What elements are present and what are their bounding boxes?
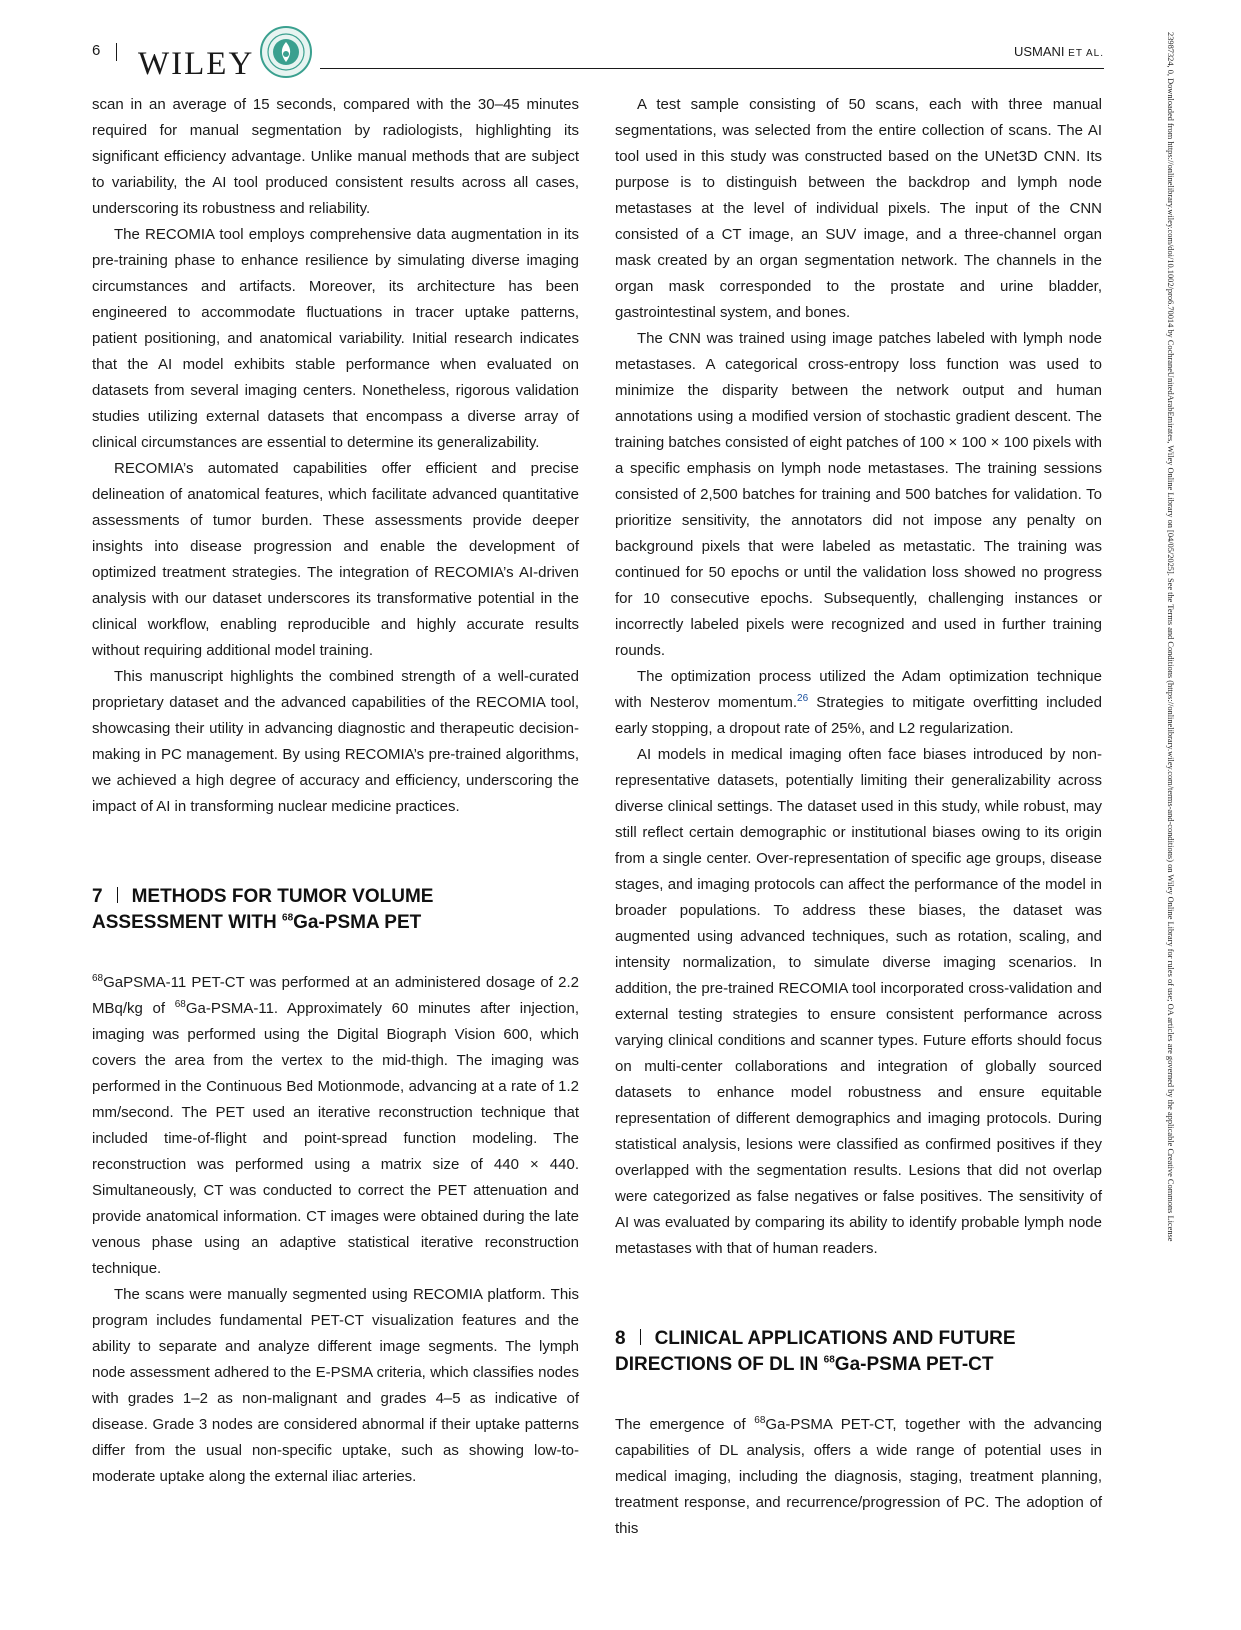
download-notice: 23987324, 0, Downloaded from https://onlinelibrary.wiley.com/doi/10.1002/pro6.70014 by CochraneUnitedArabEmirates, Wiley Online Library on [04/05/2025]. See the Terms and Conditions (https://onlinelibrary.wiley.com/terms-and-conditions) on Wiley Online Library for rules of use; OA articles are governed by the applicable Creative Commons License: [1166, 32, 1175, 1242]
paragraph: AI models in medical imaging often face biases introduced by non-representative datasets, potentially limiting their generalizability across diverse clinical settings. The dataset used in this study, while robust, may still reflect certain demographic or institutional biases owing to its origin from a single center. Over-representation of specific age groups, disease stages, and imaging protocols can affect the performance of the model in broader populations. To address these biases, the dataset was augmented using advanced techniques, such as rotation, scaling, and intensity normalization, to simulate diverse imaging scenarios. In addition, the pre-trained RECOMIA tool incorporated cross-validation and external testing strategies to ensure consistent performance across varying clinical conditions and scanner types. Future efforts should focus on multi-center collaborations and integration of globally sourced datasets to enhance model robustness and ensure equitable representation of different demographics and imaging protocols. During statistical analysis, lesions were classified as confirmed positives if they overlapped with the segmentation results. Lesions that did not overlap were categorized as false negatives or false positives. The sensitivity of AI was evaluated by comparing its ability to identify probable lymph node metastases with that of human readers.: [615, 746, 1102, 1257]
page-number: 6: [92, 42, 101, 59]
running-head: [1014, 44, 1104, 59]
publisher-logo: WILEY: [138, 46, 255, 82]
section-number: 8: [615, 1328, 626, 1349]
paragraph: This manuscript highlights the combined strength of a well-curated proprietary dataset and the advanced capabilities of the RECOMIA tool, showcasing their utility in advancing diagnostic and therapeutic decision-making in PC management. By using RECOMIA’s pre-trained algorithms, we achieved a high degree of accuracy and efficiency, underscoring the impact of AI in transforming nuclear medicine practices.: [92, 668, 579, 815]
paragraph-text: Ga-PSMA PET-CT, together with the advancing capabilities of DL analysis, offers a wide range of potential uses in medical imaging, including the diagnosis, staging, treatment planning, treatment response, and recurrence/progression of PC. The adoption of this: [615, 1416, 1102, 1537]
section-7-heading: [92, 884, 579, 936]
journal-seal-icon: [260, 26, 312, 78]
isotope-superscript: 68: [754, 1415, 766, 1426]
header-separator: [116, 43, 117, 61]
isotope-superscript: 68: [174, 999, 186, 1010]
paragraph: [92, 970, 579, 1282]
heading-text: Ga-PSMA PET-CT: [834, 1354, 994, 1375]
paragraph: [615, 664, 1102, 742]
paragraph-text: The emergence of: [615, 1416, 746, 1433]
heading-text: METHODS FOR TUMOR VOLUME: [131, 886, 434, 907]
paragraph: scan in an average of 15 seconds, compared with the 30–45 minutes required for manual segmentation by radiologists, highlighting its significant efficiency advantage. Unlike manual methods that are subject to variability, the AI tool produced consistent results across all cases, underscoring its robustness and reliability.: [92, 96, 579, 217]
paragraph: [615, 1412, 1102, 1542]
heading-text: Ga-PSMA PET: [293, 912, 422, 933]
section-8-heading: [615, 1326, 1102, 1378]
isotope-superscript: 68: [92, 973, 104, 984]
paragraph: A test sample consisting of 50 scans, each with three manual segmentations, was selected from the entire collection of scans. The AI tool used in this study was constructed based on the UNet3D CNN. Its purpose is to distinguish between the backdrop and lymph node metastases at the level of individual pixels. The input of the CNN consisted of a CT image, an SUV image, and a three-channel organ mask created by an organ segmentation network. The channels in the organ mask corresponded to the prostate and urine bladder, gastrointestinal system, and bones.: [615, 96, 1102, 321]
heading-text: DIRECTIONS OF DL IN: [615, 1354, 819, 1375]
right-column: [615, 92, 1102, 1542]
paragraph: The CNN was trained using image patches labeled with lymph node metastases. A categorical cross-entropy loss function was used to minimize the disparity between the network output and human annotations using a modified version of stochastic gradient descent. The training batches consisted of eight patches of 100 × 100 × 100 pixels with a specific emphasis on lymph node metastases. The training sessions consisted of 2,500 batches for training and 500 batches for validation. To prioritize sensitivity, the annotators did not impose any penalty on background pixels that were labeled as metastatic. The training was continued for 50 epochs or until the validation loss showed no progress for 10 consecutive epochs. Subsequently, challenging instances or incorrectly labeled pixels were recognized and used in further training rounds.: [615, 330, 1102, 659]
running-head-etal: ET AL.: [1068, 48, 1104, 59]
header-rule: [320, 68, 1104, 69]
isotope-superscript: 68: [282, 912, 294, 924]
paragraph: The RECOMIA tool employs comprehensive data augmentation in its pre-training phase to enhance resilience by simulating diverse imaging circumstances and artifacts. Moreover, its architecture has been engineered to accommodate fluctuations in tracer uptake patterns, patient positioning, and anatomical variability. Initial research indicates that the AI model exhibits stable performance when evaluated on datasets from several imaging centers. Nonetheless, rigorous validation studies utilizing external datasets that encompass a diverse array of clinical circumstances are essential to determine its generalizability.: [92, 226, 579, 451]
section-number: 7: [92, 886, 103, 907]
paragraph-text: The optimization process utilized the Adam optimization technique with Nesterov momentum.: [615, 668, 1102, 711]
paragraph: The scans were manually segmented using RECOMIA platform. This program includes fundamental PET-CT visualization features and the ability to separate and analyze different image segments. The lymph node assessment adhered to the E-PSMA criteria, which classifies nodes with grades 1–2 as non-malignant and grades 4–5 as indicative of disease. Grade 3 nodes are considered abnormal if their uptake patterns differ from the usual non-specific uptake, such as showing low-to-moderate uptake along the external iliac arteries.: [92, 1286, 579, 1485]
running-head-author: USMANI: [1013, 44, 1065, 59]
heading-text: ASSESSMENT WITH: [92, 912, 277, 933]
paragraph: RECOMIA’s automated capabilities offer efficient and precise delineation of anatomical features, which facilitate advanced quantitative assessments of tumor burden. These assessments provide deeper insights into disease progression and enable the development of optimized treatment strategies. The integration of RECOMIA’s AI-driven analysis with our dataset underscores its transformative potential in the clinical workflow, enabling reproducible and highly accurate results without requiring additional model training.: [92, 460, 579, 659]
paragraph-text: Strategies to mitigate overfitting included early stopping, a dropout rate of 25%, and L2 regularization.: [615, 694, 1102, 737]
heading-separator: [640, 1329, 641, 1345]
paragraph-text: GaPSMA-11 PET-CT was performed at an administered dosage of 2.2 MBq/kg of: [92, 974, 579, 1017]
heading-separator: [117, 887, 118, 903]
citation-link[interactable]: 26: [797, 693, 809, 704]
isotope-superscript: 68: [823, 1354, 835, 1366]
heading-text: CLINICAL APPLICATIONS AND FUTURE: [654, 1328, 1016, 1349]
page-header: [92, 24, 1104, 82]
left-column: [92, 92, 579, 1490]
paragraph-text: Ga-PSMA-11. Approximately 60 minutes after injection, imaging was performed using the Digital Biograph Vision 600, which covers the area from the vertex to the mid-thigh. The imaging was performed in the Continuous Bed Motionmode, advancing at a rate of 1.2 mm/second. The PET used an iterative reconstruction technique that included time-of-flight and point-spread function modeling. The reconstruction was performed using a matrix size of 440 × 440. Simultaneously, CT was conducted to correct the PET attenuation and provide anatomical information. CT images were obtained during the late venous phase using an adaptive statistical iterative reconstruction technique.: [92, 1000, 580, 1277]
